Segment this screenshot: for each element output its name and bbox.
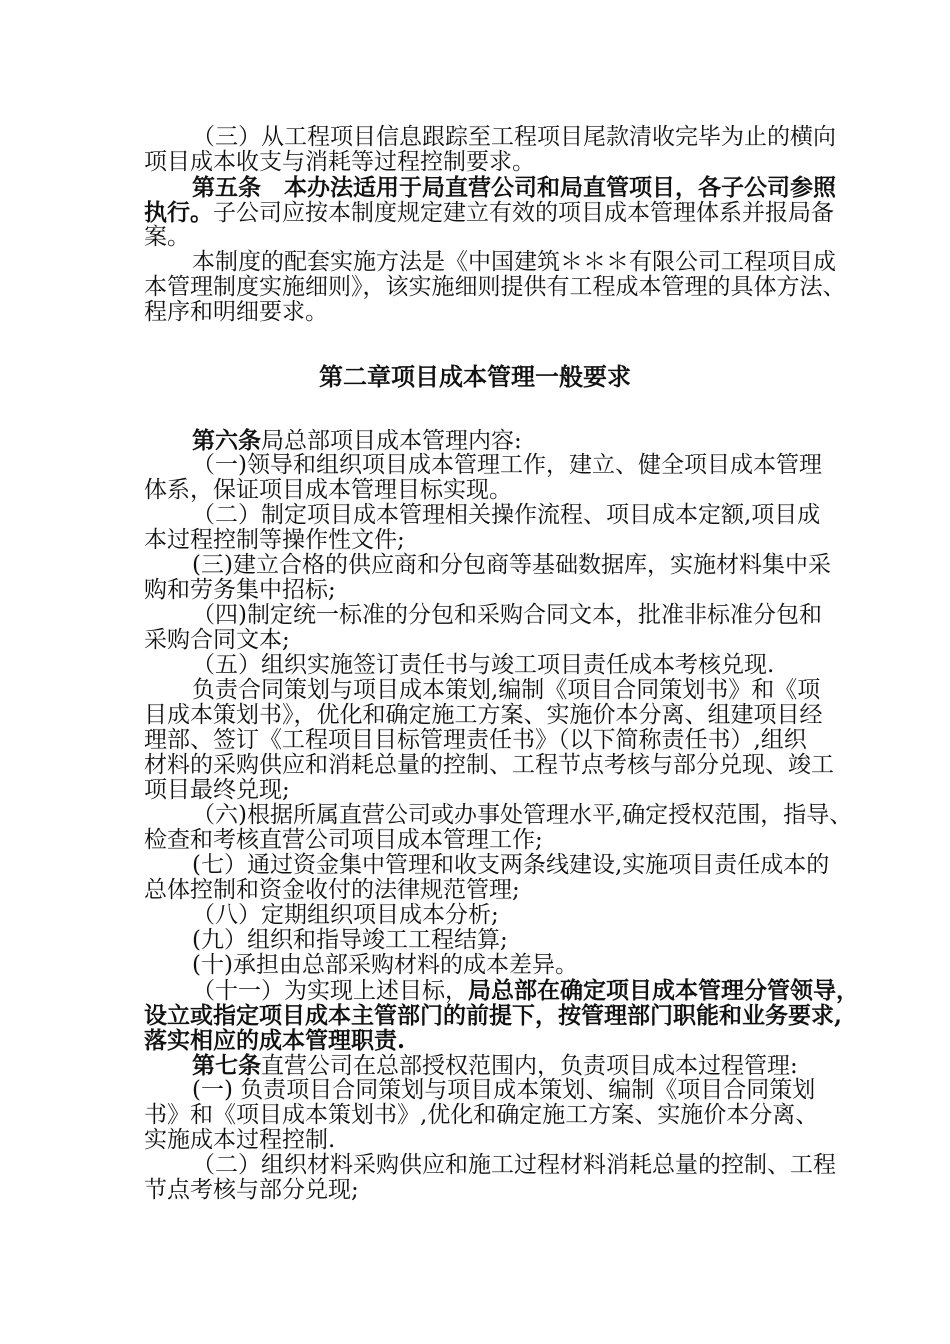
article-label: 第六条 (192, 427, 261, 454)
paragraph-line: （一)领导和组织项目成本管理工作，建立、健全项目成本管理 (192, 452, 822, 478)
paragraph-line: (十)承担由总部采购材料的成本差异。 (192, 952, 578, 978)
paragraph-line: （四)制定统一标准的分包和采购合同文本，批准非标准分包和 (192, 602, 822, 628)
plain-text: 子公司应按本制度规定建立有效的项目成本管理体系并报局备 (213, 200, 834, 226)
paragraph-line: 采购合同文本; (144, 627, 290, 653)
article-label: 第七条 (192, 1052, 261, 1079)
article-5-line: 第五条 本办法适用于局直营公司和局直管项目，各子公司参照 (192, 174, 836, 201)
paragraph-line: 本过程控制等操作性文件; (144, 527, 405, 553)
paragraph-line: 检查和考核直营公司项目成本管理工作; (144, 827, 543, 853)
paragraph-line (192, 978, 864, 1004)
paragraph-line: 程序和明细要求。 (144, 299, 328, 325)
paragraph-line: （八）定期组织项目成本分析; (192, 902, 499, 928)
paragraph-line (144, 200, 864, 226)
plain-text: 直营公司在总部授权范围内，负责项目成本过程管理: (261, 1053, 798, 1079)
paragraph-line: 体系，保证项目成本管理目标实现。 (144, 477, 512, 503)
paragraph-line: 项目最终兑现; (144, 777, 290, 803)
bold-paragraph-line: 落实相应的成本管理职责. (144, 1027, 406, 1054)
paragraph-line: 理部、签订《工程项目目标管理责任书》（以下简称责任书）,组织 (144, 727, 807, 753)
bold-paragraph-line: 设立或指定项目成本主管部门的前提下，按管理部门职能和业务要求, (144, 1002, 843, 1029)
paragraph-line: 总体控制和资金收付的法律规范管理; (144, 877, 520, 903)
paragraph-line (192, 1053, 864, 1079)
paragraph-line: （二）制定项目成本管理相关操作流程、项目成本定额,项目成 (192, 502, 821, 528)
paragraph-line: (一) 负责项目合同策划与项目成本策划、编制《项目合同策划 (192, 1077, 816, 1103)
paragraph-line: (九）组织和指导竣工工程结算; (192, 927, 508, 953)
paragraph-line: （五）组织实施签订责任书与竣工项目责任成本考核兑现. (192, 652, 775, 678)
paragraph-line: 材料的采购供应和消耗总量的控制、工程节点考核与部分兑现、竣工 (144, 752, 834, 778)
paragraph-line: 书》和《项目成本策划书》,优化和确定施工方案、实施价本分离、 (144, 1102, 819, 1128)
paragraph-line: 目成本策划书》，优化和确定施工方案、实施价本分离、组建项目经 (144, 702, 823, 728)
bold-text: 局总部在确定项目成本管理分管领导， (468, 977, 859, 1004)
paragraph-line: 本制度的配套实施方法是《中国建筑＊＊＊有限公司工程项目成 (192, 249, 836, 275)
paragraph-line: 购和劳务集中招标; (144, 577, 336, 603)
paragraph-line: （六)根据所属直营公司或办事处管理水平,确定授权范围，指导、 (192, 802, 853, 828)
paragraph-line: (七）通过资金集中管理和收支两条线建设,实施项目责任成本的 (192, 852, 830, 878)
paragraph-line (192, 428, 864, 454)
paragraph-line: 本管理制度实施细则》，该实施细则提供有工程成本管理的具体方法、 (144, 274, 846, 300)
paragraph-line: 案。 (144, 224, 190, 250)
paragraph-line: （二）组织材料采购供应和施工过程材料消耗总量的控制、工程 (192, 1152, 836, 1178)
plain-text: （十一）为实现上述目标， (192, 978, 468, 1004)
paragraph-line: 项目成本收支与消耗等过程控制要求。 (144, 149, 535, 175)
bold-text: 执行。 (144, 199, 213, 226)
paragraph-line: 实施成本过程控制. (144, 1127, 336, 1153)
chapter-heading: 第二章项目成本管理一般要求 (319, 363, 631, 391)
plain-text: 局总部项目成本管理内容: (261, 428, 522, 454)
paragraph-line: （三）从工程项目信息跟踪至工程项目尾款清收完毕为止的横向 (192, 124, 836, 150)
paragraph-line: (三)建立合格的供应商和分包商等基础数据库，实施材料集中采 (192, 552, 831, 578)
paragraph-line: 负责合同策划与项目成本策划,编制《项目合同策划书》和《项 (192, 677, 821, 703)
paragraph-line: 节点考核与部分兑现; (144, 1177, 359, 1203)
